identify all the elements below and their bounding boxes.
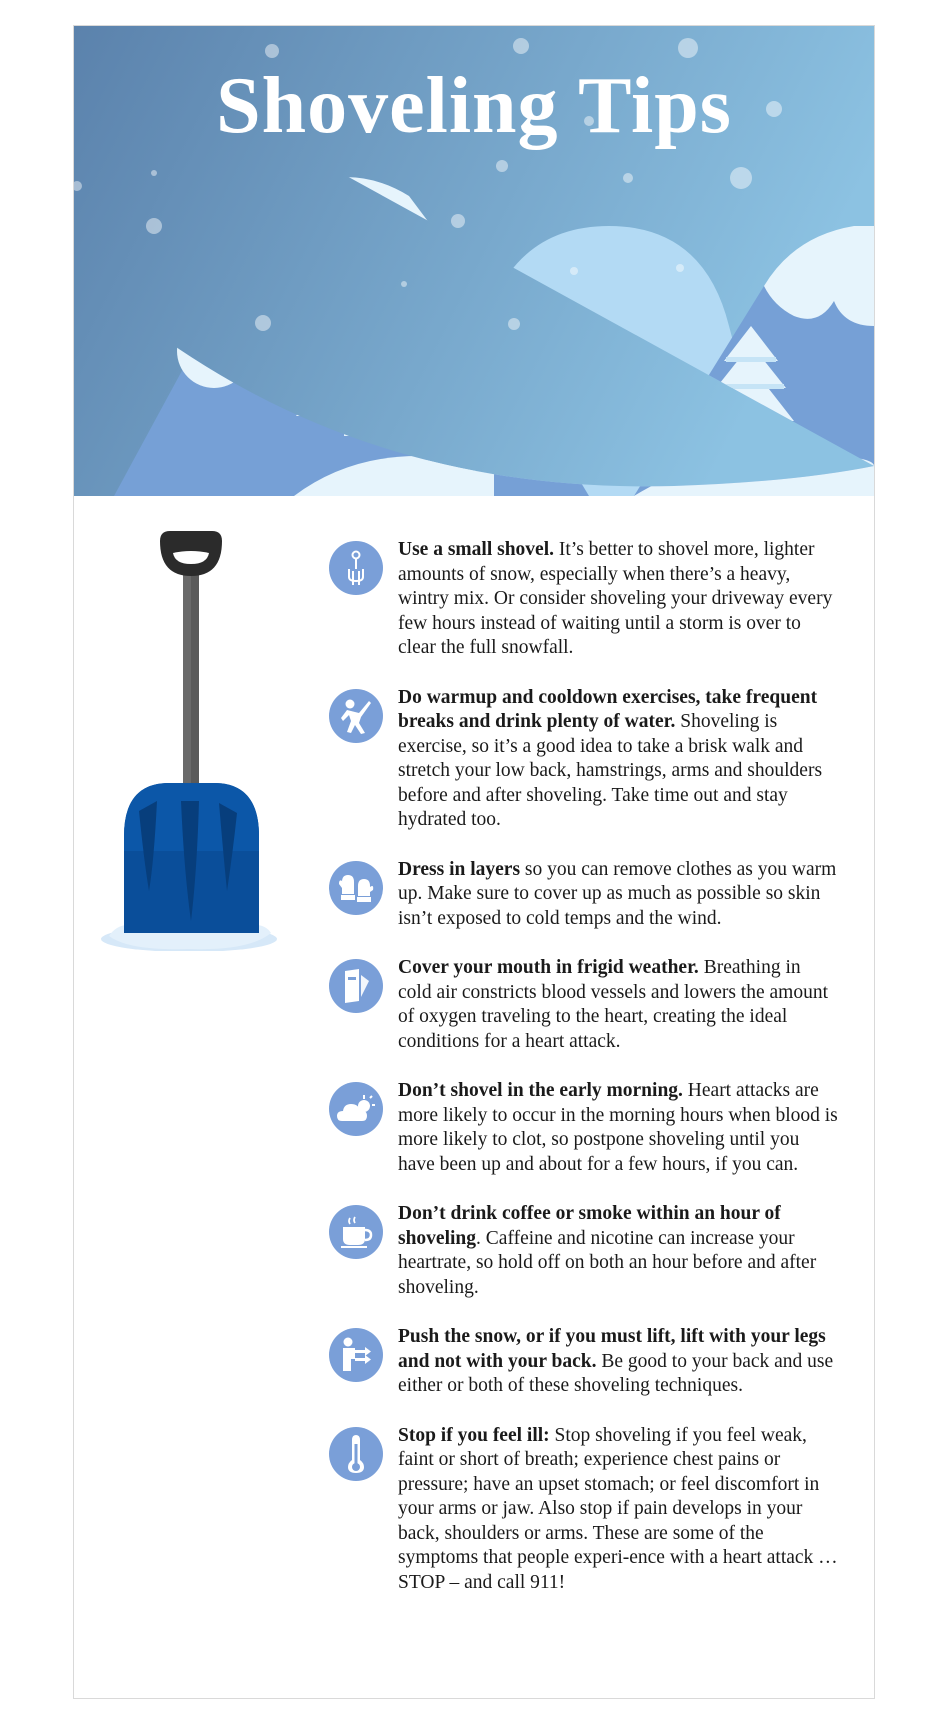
scarf-icon: [329, 959, 383, 1013]
tip-item: [329, 1079, 839, 1177]
tip-text: It’s better to shovel more, lighter amounts of snow, especially when there’s a heavy, wintry mix. Or consider shoveling your driveway every few hours instead of waiting until a storm is over to clear the full snowfall.: [398, 539, 833, 658]
coffee-cup-icon: [329, 1205, 383, 1259]
tip-text: Stop shoveling if you feel weak, faint or short of breath; experience chest pains or pressure; have an upset stomach; or feel discomfort in your arms or jaw. Also stop if pain develops in your back, shoulders or arms. These are some of the symptoms that people experi-ence with a heart attack … STOP – and call 911!: [398, 1424, 838, 1593]
tip-item: [329, 1424, 839, 1596]
tip-text: Heart attacks are more likely to occur in the morning hours when blood is more likely to clot, so postpone shoveling until you have been up and about for a few hours, if you can.: [398, 1080, 838, 1175]
tip-text: so you can remove clothes as you warm up. Make sure to cover up as much as possible so skin isn’t exposed to cold temps and the wind.: [398, 858, 837, 929]
tip-heading: Dress in layers: [398, 858, 521, 880]
tip-heading: Use a small shovel.: [398, 539, 554, 560]
tip-text: Shoveling is exercise, so it’s a good idea to take a brisk walk and stretch your low back, hamstrings, arms and shoulders before and after shoveling. Take time out and stay hydrated too.: [398, 711, 823, 830]
infographic-card: [73, 25, 875, 1699]
tip-heading: Cover your mouth in frigid weather.: [398, 957, 699, 978]
winter-scene-header: [74, 26, 874, 496]
tip-heading: Stop if you feel ill:: [398, 1424, 550, 1446]
tip-item: [329, 1325, 839, 1399]
snow-shovel-illustration: [99, 531, 279, 951]
fork-icon: [329, 541, 383, 595]
tip-item: [329, 956, 839, 1054]
tip-text: Breathing in cold air constricts blood vessels and lowers the amount of oxygen traveling to the heart, creating the ideal conditions for a heart attack.: [398, 957, 828, 1052]
tip-item: [329, 1202, 839, 1300]
tip-item: [329, 858, 839, 932]
mittens-icon: [329, 861, 383, 915]
tips-list: [329, 538, 839, 1620]
thermometer-icon: [329, 1427, 383, 1481]
tip-text: Be good to your back and use either or both of these shoveling techniques.: [398, 1350, 834, 1396]
tip-heading: Don’t drink coffee or smoke within an hour of shoveling: [398, 1203, 781, 1249]
tip-heading: Push the snow, or if you must lift, lift with your legs and not with your back.: [398, 1326, 826, 1372]
sun-cloud-icon: [329, 1082, 383, 1136]
tip-heading: Do warmup and cooldown exercises, take frequent breaks and drink plenty of water.: [398, 686, 818, 732]
tip-heading: Don’t shovel in the early morning.: [398, 1080, 683, 1101]
tip-item: [329, 538, 839, 661]
tip-item: [329, 686, 839, 833]
tip-text: . Caffeine and nicotine can increase your heartrate, so hold off on both an hour before and after shoveling.: [398, 1227, 817, 1298]
page-title: Shoveling Tips: [216, 62, 732, 150]
pushing-person-icon: [329, 1328, 383, 1382]
stretching-person-icon: [329, 689, 383, 743]
